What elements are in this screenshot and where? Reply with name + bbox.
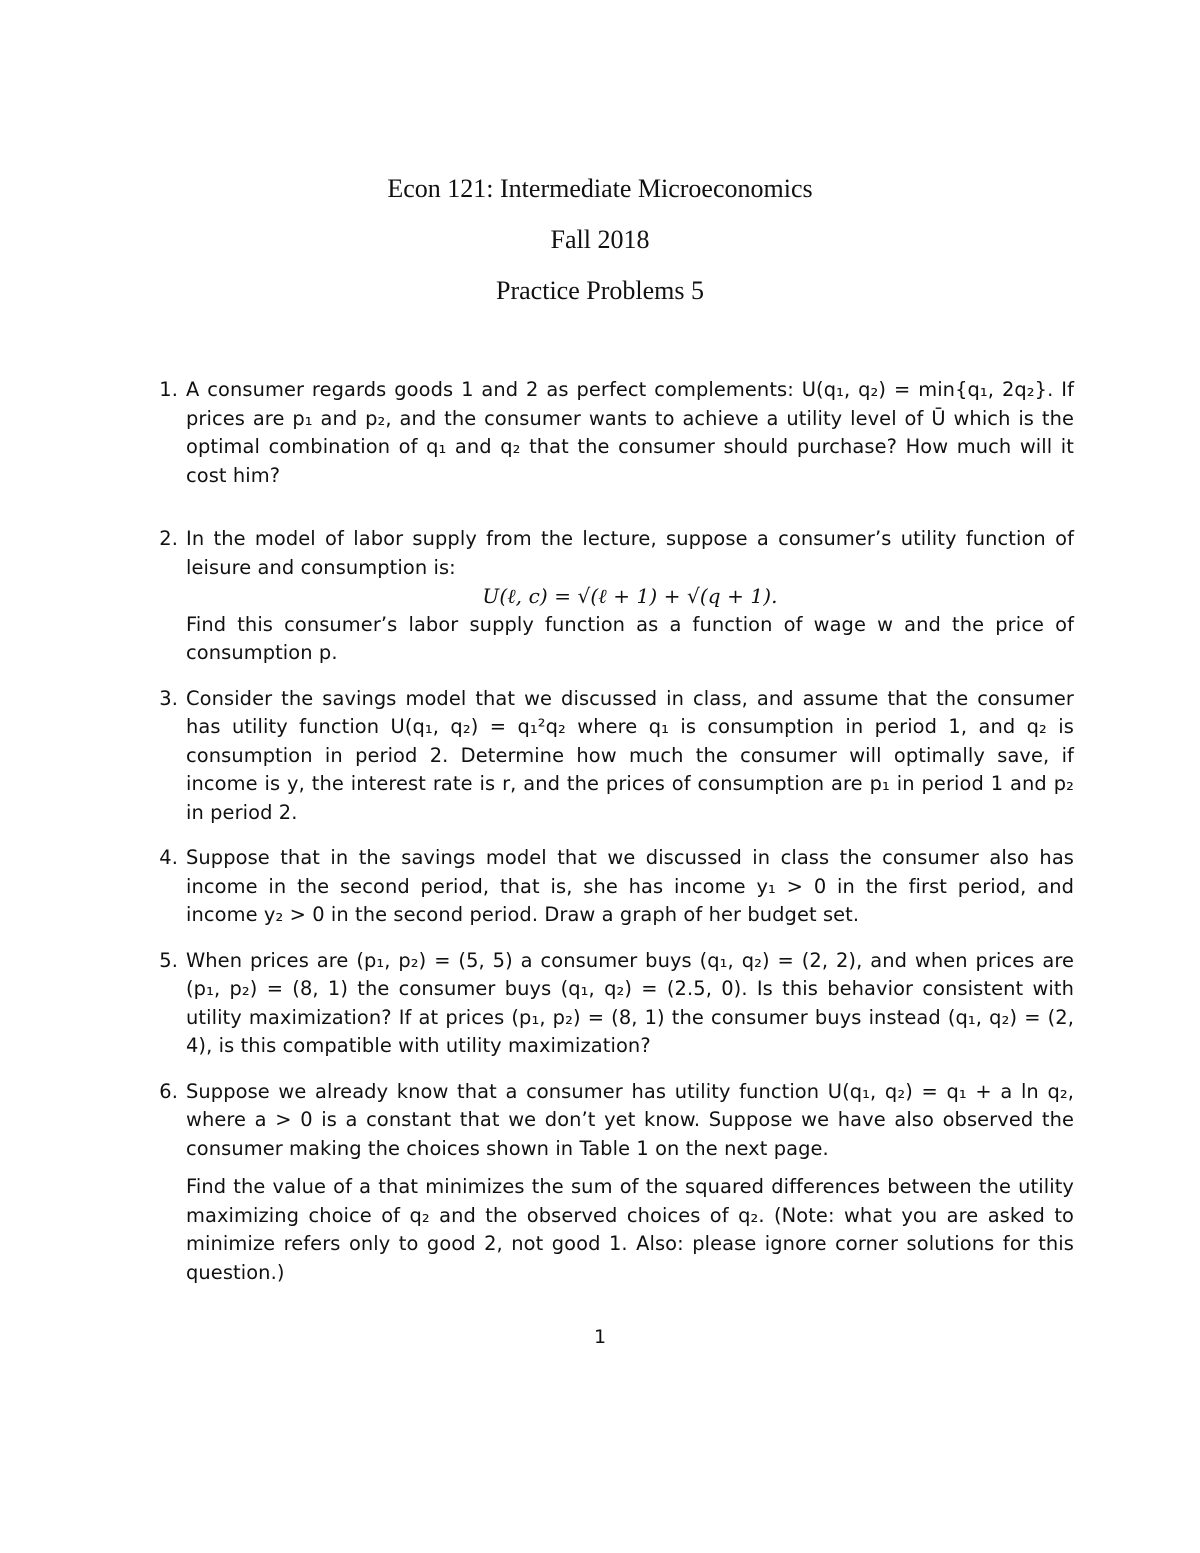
problem-text: Consider the savings model that we discussed in class, and assume that the consumer has utility function U(q₁, q₂) = q₁²q₂ where q₁ is consumption in period 1, and q₂ is consumption in period 2. Determine how much the consumer will optimally save, if income is y, the interest rate is r, and the prices of consumption are p₁ in period 1 and p₂ in period 2.	[186, 686, 1074, 824]
problem-number: 1.	[159, 378, 178, 401]
problem-text: Suppose we already know that a consumer has utility function U(q₁, q₂) = q₁ + a ln q₂, where a > 0 is a constant that we don’t yet know. Suppose we have also observed the consumer making the choices shown in Table 1 on the next page.	[186, 1079, 1074, 1160]
problem-number: 2.	[159, 527, 178, 550]
problem-number: 6.	[159, 1079, 178, 1103]
term: Fall 2018	[550, 225, 650, 254]
problem-5	[152, 947, 1074, 1061]
problem-4	[152, 844, 1074, 930]
course-title: Econ 121: Intermediate Microeconomics	[387, 174, 813, 203]
problem-number: 3.	[159, 686, 178, 710]
utility-equation: U(ℓ, c) = √(ℓ + 1) + √(q + 1).	[482, 584, 778, 608]
problem-number: 5.	[159, 948, 178, 972]
problem-3	[152, 685, 1074, 828]
problem-6	[152, 1078, 1074, 1288]
problem-follow-up: Find the value of a that minimizes the sum of the squared differences between the utility maximizing choice of q₂ and the observed choices of q₂. (Note: what you are asked to minimize refers only to good 2, not good 1. Also: please ignore corner solutions for this question.)	[186, 1175, 1074, 1284]
problem-number: 4.	[159, 846, 178, 869]
problem-text: In the model of labor supply from the lecture, suppose a consumer’s utility function of leisure and consumption is:	[186, 527, 1074, 579]
problem-follow-up: Find this consumer’s labor supply function as a function of wage w and the price of consumption p.	[186, 612, 1074, 664]
title-block	[0, 172, 1200, 308]
problem-text: Suppose that in the savings model that we discussed in class the consumer also has income in the second period, that is, she has income y₁ > 0 in the first period, and income y₂ > 0 in the second period. Draw a graph of her budget set.	[186, 846, 1074, 926]
problem-text: A consumer regards goods 1 and 2 as perfect complements: U(q₁, q₂) = min{q₁, 2q₂}. If prices are p₁ and p₂, and the consumer wants to achieve a utility level of Ū which is the optimal combination of q₁ and q₂ that the consumer should purchase? How much will it cost him?	[186, 378, 1074, 487]
assignment-title: Practice Problems 5	[496, 276, 704, 305]
problem-2	[152, 525, 1074, 668]
page-number: 1	[593, 1326, 607, 1348]
problem-list	[152, 376, 1074, 1287]
problem-1	[152, 376, 1074, 490]
problem-text: When prices are (p₁, p₂) = (5, 5) a consumer buys (q₁, q₂) = (2, 2), and when prices are (p₁, p₂) = (8, 1) the consumer buys (q₁, q₂) = (2.5, 0). Is this behavior consistent with utility maximization? If at prices (p₁, p₂) = (8, 1) the consumer buys instead (q₁, q₂) = (2, 4), is this compatible with utility maximization?	[186, 948, 1074, 1057]
